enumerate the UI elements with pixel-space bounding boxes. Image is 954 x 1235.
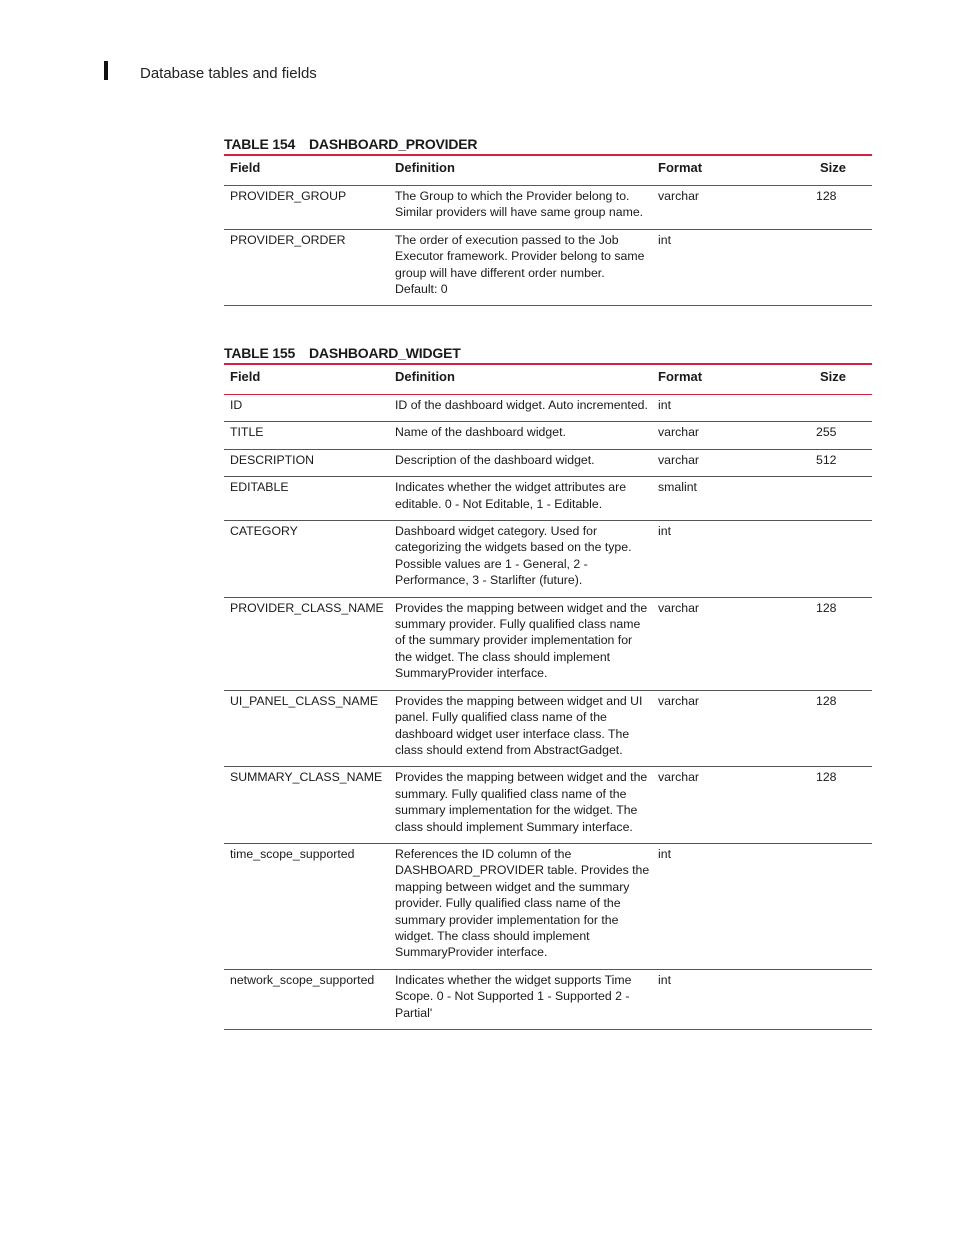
- field-cell: network_scope_supported: [230, 972, 375, 987]
- field-cell: DESCRIPTION: [224, 449, 389, 476]
- size-cell: [814, 969, 872, 1029]
- format-cell: smalint: [652, 477, 814, 521]
- table-154-caption: [224, 134, 872, 154]
- field-cell: TITLE: [224, 422, 389, 449]
- table-row: [224, 597, 872, 690]
- table-row: [224, 969, 872, 1029]
- size-cell: [814, 477, 872, 521]
- column-header-size: Size: [814, 155, 872, 186]
- format-cell: varchar: [652, 767, 814, 844]
- field-cell: time_scope_supported: [224, 843, 389, 969]
- size-cell: [814, 395, 872, 422]
- table-154-block: [224, 134, 872, 306]
- column-header-definition: Definition: [389, 155, 652, 186]
- table-row: [224, 477, 872, 521]
- running-header: Database tables and fields: [140, 65, 317, 82]
- table-155-block: [224, 343, 872, 1030]
- definition-cell: Provides the mapping between widget and the summary. Fully qualified class name of the summary implementation for the widget. The class should implement Summary interface.: [389, 767, 652, 844]
- table-row: [224, 767, 872, 844]
- format-cell: varchar: [652, 597, 814, 690]
- definition-cell: Provides the mapping between widget and UI panel. Fully qualified class name of the dashboard widget user interface class. The class should extend from AbstractGadget.: [389, 690, 652, 767]
- table-row: [224, 229, 872, 306]
- table-row: [224, 395, 872, 422]
- field-cell: PROVIDER_GROUP: [224, 186, 389, 230]
- column-header-format: Format: [652, 155, 814, 186]
- table-row: [224, 186, 872, 230]
- format-cell: varchar: [652, 186, 814, 230]
- table-155-title: DASHBOARD_WIDGET: [309, 345, 461, 361]
- size-cell: 512: [814, 449, 872, 476]
- format-cell: varchar: [652, 422, 814, 449]
- table-154: [224, 154, 872, 306]
- definition-cell: Description of the dashboard widget.: [389, 449, 652, 476]
- format-cell: varchar: [652, 449, 814, 476]
- column-header-size: Size: [814, 364, 872, 395]
- table-row: [224, 521, 872, 598]
- margin-change-bar: [104, 61, 108, 80]
- size-cell: 128: [814, 186, 872, 230]
- table-155-caption: [224, 343, 872, 363]
- definition-cell: Dashboard widget category. Used for categorizing the widgets based on the type. Possible values are 1 - General, 2 - Performance, 3 - Starlifter (future).: [389, 521, 652, 598]
- size-cell: [814, 843, 872, 969]
- definition-cell: The order of execution passed to the Job Executor framework. Provider belong to same group will have different order number. Default: 0: [395, 232, 645, 297]
- definition-cell: Indicates whether the widget attributes are editable. 0 - Not Editable, 1 - Editable.: [389, 477, 652, 521]
- definition-cell: Name of the dashboard widget.: [389, 422, 652, 449]
- format-cell: int: [652, 395, 814, 422]
- size-cell: 128: [814, 597, 872, 690]
- definition-cell: Provides the mapping between widget and the summary provider. Fully qualified class name of the summary provider implementation for the widget. The class should implement SummaryProvider interface.: [389, 597, 652, 690]
- table-row: [224, 449, 872, 476]
- size-cell: 128: [814, 767, 872, 844]
- field-cell: PROVIDER_ORDER: [230, 232, 346, 247]
- table-155-number: TABLE 155: [224, 345, 296, 361]
- format-cell: int: [652, 521, 814, 598]
- field-cell: SUMMARY_CLASS_NAME: [224, 767, 389, 844]
- size-cell: [814, 229, 872, 306]
- table-154-number: TABLE 154: [224, 136, 296, 152]
- table-header-row: [224, 155, 872, 186]
- size-cell: 128: [814, 690, 872, 767]
- definition-cell: Indicates whether the widget supports Time Scope. 0 - Not Supported 1 - Supported 2 - Partial': [395, 972, 632, 1020]
- field-cell: ID: [224, 395, 389, 422]
- table-154-title: DASHBOARD_PROVIDER: [309, 136, 478, 152]
- size-cell: [814, 521, 872, 598]
- format-cell: int: [652, 843, 814, 969]
- format-cell: int: [658, 232, 671, 247]
- table-155: [224, 363, 872, 1030]
- definition-cell: References the ID column of the DASHBOARD_PROVIDER table. Provides the mapping between widget and the summary provider. Fully qualified class name of the summary provider implementation for the widget. The class should implement SummaryProvider interface.: [389, 843, 652, 969]
- field-cell: EDITABLE: [224, 477, 389, 521]
- field-cell: UI_PANEL_CLASS_NAME: [224, 690, 389, 767]
- table-header-row: [224, 364, 872, 395]
- column-header-format: Format: [652, 364, 814, 395]
- column-header-field: Field: [224, 155, 389, 186]
- format-cell: varchar: [652, 690, 814, 767]
- table-row: [224, 422, 872, 449]
- column-header-definition: Definition: [389, 364, 652, 395]
- format-cell: int: [658, 972, 671, 987]
- size-cell: 255: [814, 422, 872, 449]
- table-row: [224, 690, 872, 767]
- table-row: [224, 843, 872, 969]
- column-header-field: Field: [224, 364, 389, 395]
- definition-cell: ID of the dashboard widget. Auto incremented.: [389, 395, 652, 422]
- field-cell: PROVIDER_CLASS_NAME: [224, 597, 389, 690]
- field-cell: CATEGORY: [224, 521, 389, 598]
- definition-cell: The Group to which the Provider belong to. Similar providers will have same group name.: [389, 186, 652, 230]
